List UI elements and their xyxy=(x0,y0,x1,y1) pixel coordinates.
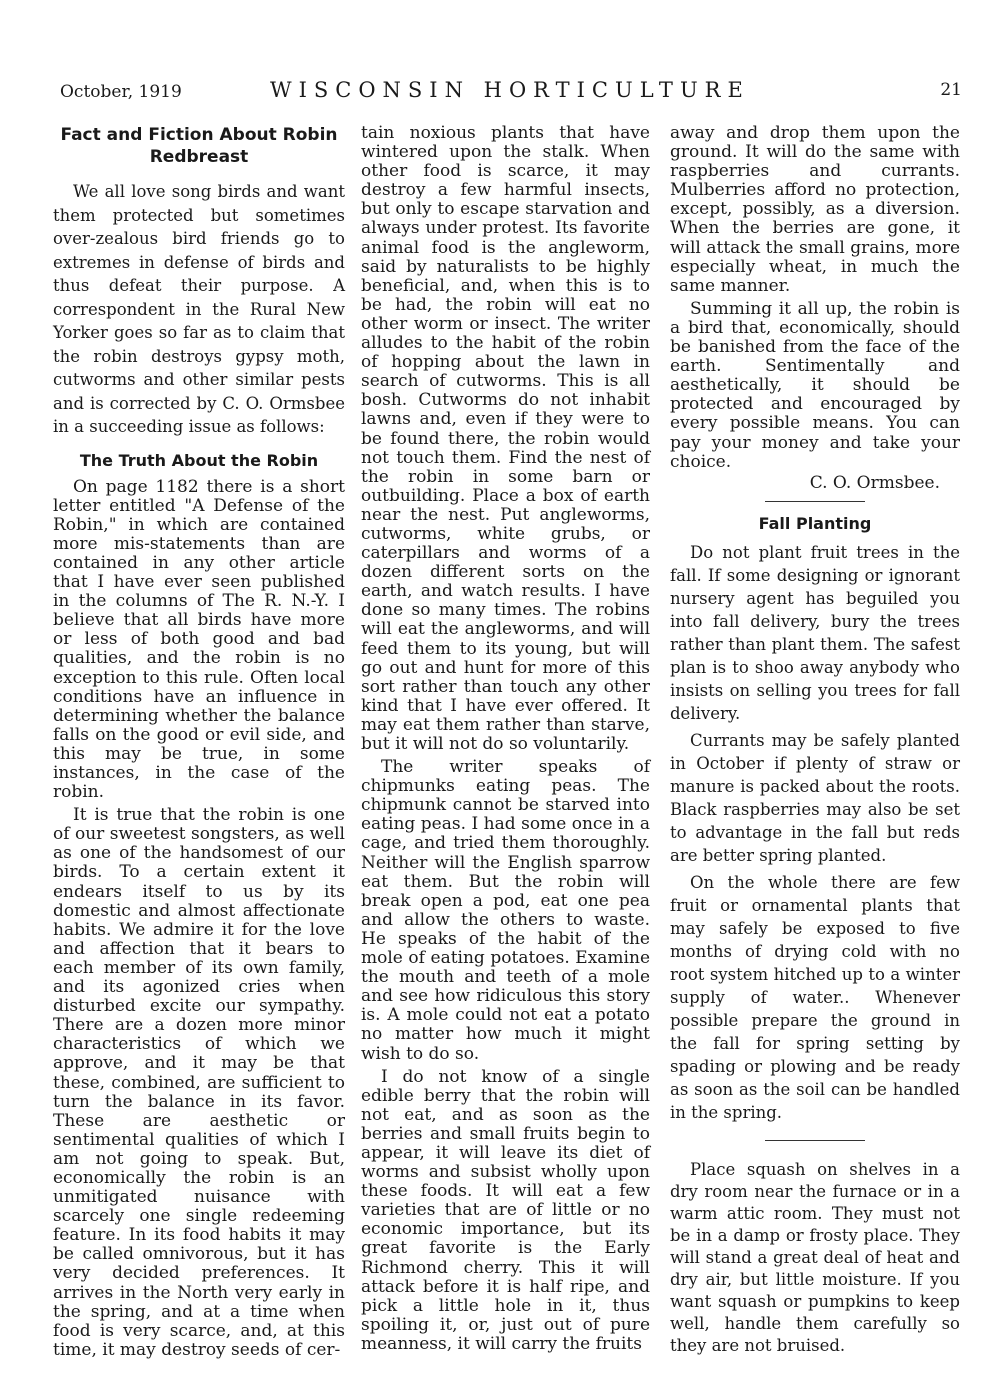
body-paragraph: Summing it all up, the robin is a bird that, economically, should be banished from the face of the earth. Sentimentally and aesthetically, it should be protected and encouraged by every possible means. You can pay your money and take your choice. xyxy=(670,298,960,472)
body-paragraph: The writer speaks of chipmunks eating peas. The chipmunk cannot be starved into eating peas. I had some once in a cage, and tried them thoroughly. Neither will the English sparrow eat them. But the robin will break open a pod, eat one pea and allow the others to waste. He speaks of the habit of the mole of eating potatoes. Examine the mouth and teeth of a mole and see how ridiculous this story is. A mole could not eat a potato no matter how much it might wish to do so. xyxy=(361,757,650,1064)
squash-note xyxy=(670,1159,960,1357)
article-title-fall-planting: Fall Planting xyxy=(758,513,872,533)
running-header xyxy=(60,78,962,104)
author-signature: C. O. Ormsbee. xyxy=(809,472,940,493)
page-number: 21 xyxy=(940,80,962,100)
body-paragraph: It is true that the robin is one of our sweetest songsters, as well as one of the handsomest of our birds. To a certain extent it endears itself to us by its domestic and almost affectionate habits. We admire it for the love and affection that it bears to each member of its own family, and its agonized cries when disturbed excite our sympathy. There are a dozen more minor characteristics of which we approve, and it may be that these, combined, are sufficient to turn the balance in its favor. These are aesthetic or sentimental qualities of which I am not going to speak. But, economically the robin is an unmitigated nuisance with scarcely one single redeeming feature. In its food habits it may be called omnivorous, but it has very decided preferences. It arrives in the North very early in the spring, and at a time when food is very scarce, and, at this time, it may destroy seeds of cer- xyxy=(53,805,345,1360)
body-paragraph-continued: away and drop them upon the ground. It will do the same with raspberries and currants. Mulberries afford no protection, except, possibly, as a diversion. When the berries are gone, it will attack the small grains, more especially wheat, in much the same manner. xyxy=(670,123,960,296)
column-2 xyxy=(361,124,650,1354)
body-paragraph: On the whole there are few fruit or ornamental plants that may safely be exposed to five months of drying cold with no root system hitched up to a winter supply of water.. Whenever possible prepare the ground in the fall for spring setting by spading or plowing and be ready as soon as the soil can be handled in the spring. xyxy=(670,872,960,1122)
intro-paragraph: We all love song birds and want them protected but sometimes over-zealous bird friends go to extremes in defense of birds and thus defeat their purpose. A correspondent in the Rural New Yorker goes so far as to claim that the robin destroys gypsy moth, cutworms and other similar pests and is corrected by C. O. Ormsbee in a succeeding issue as follows: xyxy=(53,182,345,436)
publication-title: WISCONSIN HORTICULTURE xyxy=(270,78,750,102)
fall-planting-body xyxy=(670,541,960,1124)
article-intro xyxy=(53,180,345,439)
body-paragraph: Do not plant fruit trees in the fall. If some designing or ignorant nursery agent has beguiled you into fall delivery, bury the trees rather than plant them. The safest plan is to shoo away anybody who insists on selling you trees for fall delivery. xyxy=(670,542,960,723)
body-paragraph-continued: tain noxious plants that have wintered upon the stalk. When other food is scarce, it may destroy a few harmful insects, but only to escape starvation and always under protest. Its favorite animal food is the angleworm, said by naturalists to be highly beneficial, and, when this is to be had, the robin will eat no other worm or insect. The writer alludes to the habit of the robin of hopping about the lawn in search of cutworms. This is all bosh. Cutworms do not inhabit lawns and, even if they were to be found there, the robin would not touch them. Find the nest of the robin in some barn or outbuilding. Place a box of earth near the nest. Put angleworms, cutworms, white grubs, or caterpillars and worms of a dozen different sorts on the earth, and watch results. I have done so many times. The robins will eat the angleworms, and will feed them to its young, but will go out and hunt for more of this sort rather than touch any other kind that I have ever offered. It may eat them rather than starve, but it will not do so voluntarily. xyxy=(361,123,650,754)
body-paragraph: Currants may be safely planted in October if plenty of straw or manure is packed about the roots. Black raspberries may also be set to advantage in the fall but reds are better spring planted. xyxy=(670,730,960,865)
section-divider xyxy=(765,501,865,502)
column-1 xyxy=(53,124,345,1360)
body-paragraph: Place squash on shelves in a dry room near the furnace or in a warm attic room. They must not be in a damp or frosty place. They will stand a great deal of heat and dry air, but little moisture. If you want squash or pumpkins to keep well, handle them carefully so they are not bruised. xyxy=(670,1159,960,1355)
article-subhead: The Truth About the Robin xyxy=(79,450,319,470)
section-divider xyxy=(765,1140,865,1141)
issue-date: October, 1919 xyxy=(60,82,182,102)
body-paragraph: On page 1182 there is a short letter entitled "A Defense of the Robin," in which are contained more mis-statements than are contained in any other article that I have ever seen published in the columns of The R. N.-Y. I believe that all birds have more or less of both good and bad qualities, and the robin is no exception to this rule. Often local conditions have an influence in determining whether the balance falls on the good or evil side, and this may be true, in some instances, in the case of the robin. xyxy=(53,476,345,803)
column-3 xyxy=(670,124,960,1357)
article-title-robin: Fact and Fiction About Robin Redbreast xyxy=(60,125,338,167)
body-paragraph: I do not know of a single edible berry that the robin will not eat, and as soon as the berries and small fruits begin to appear, it will leave its diet of worms and subsist wholly upon these foods. It will eat a few varieties that are of little or no economic importance, but its great favorite is the Early Richmond cherry. This it will attack before it is half ripe, and pick a little hole in it, thus spoiling it, or, just out of pure meanness, it will carry the fruits xyxy=(361,1066,650,1354)
